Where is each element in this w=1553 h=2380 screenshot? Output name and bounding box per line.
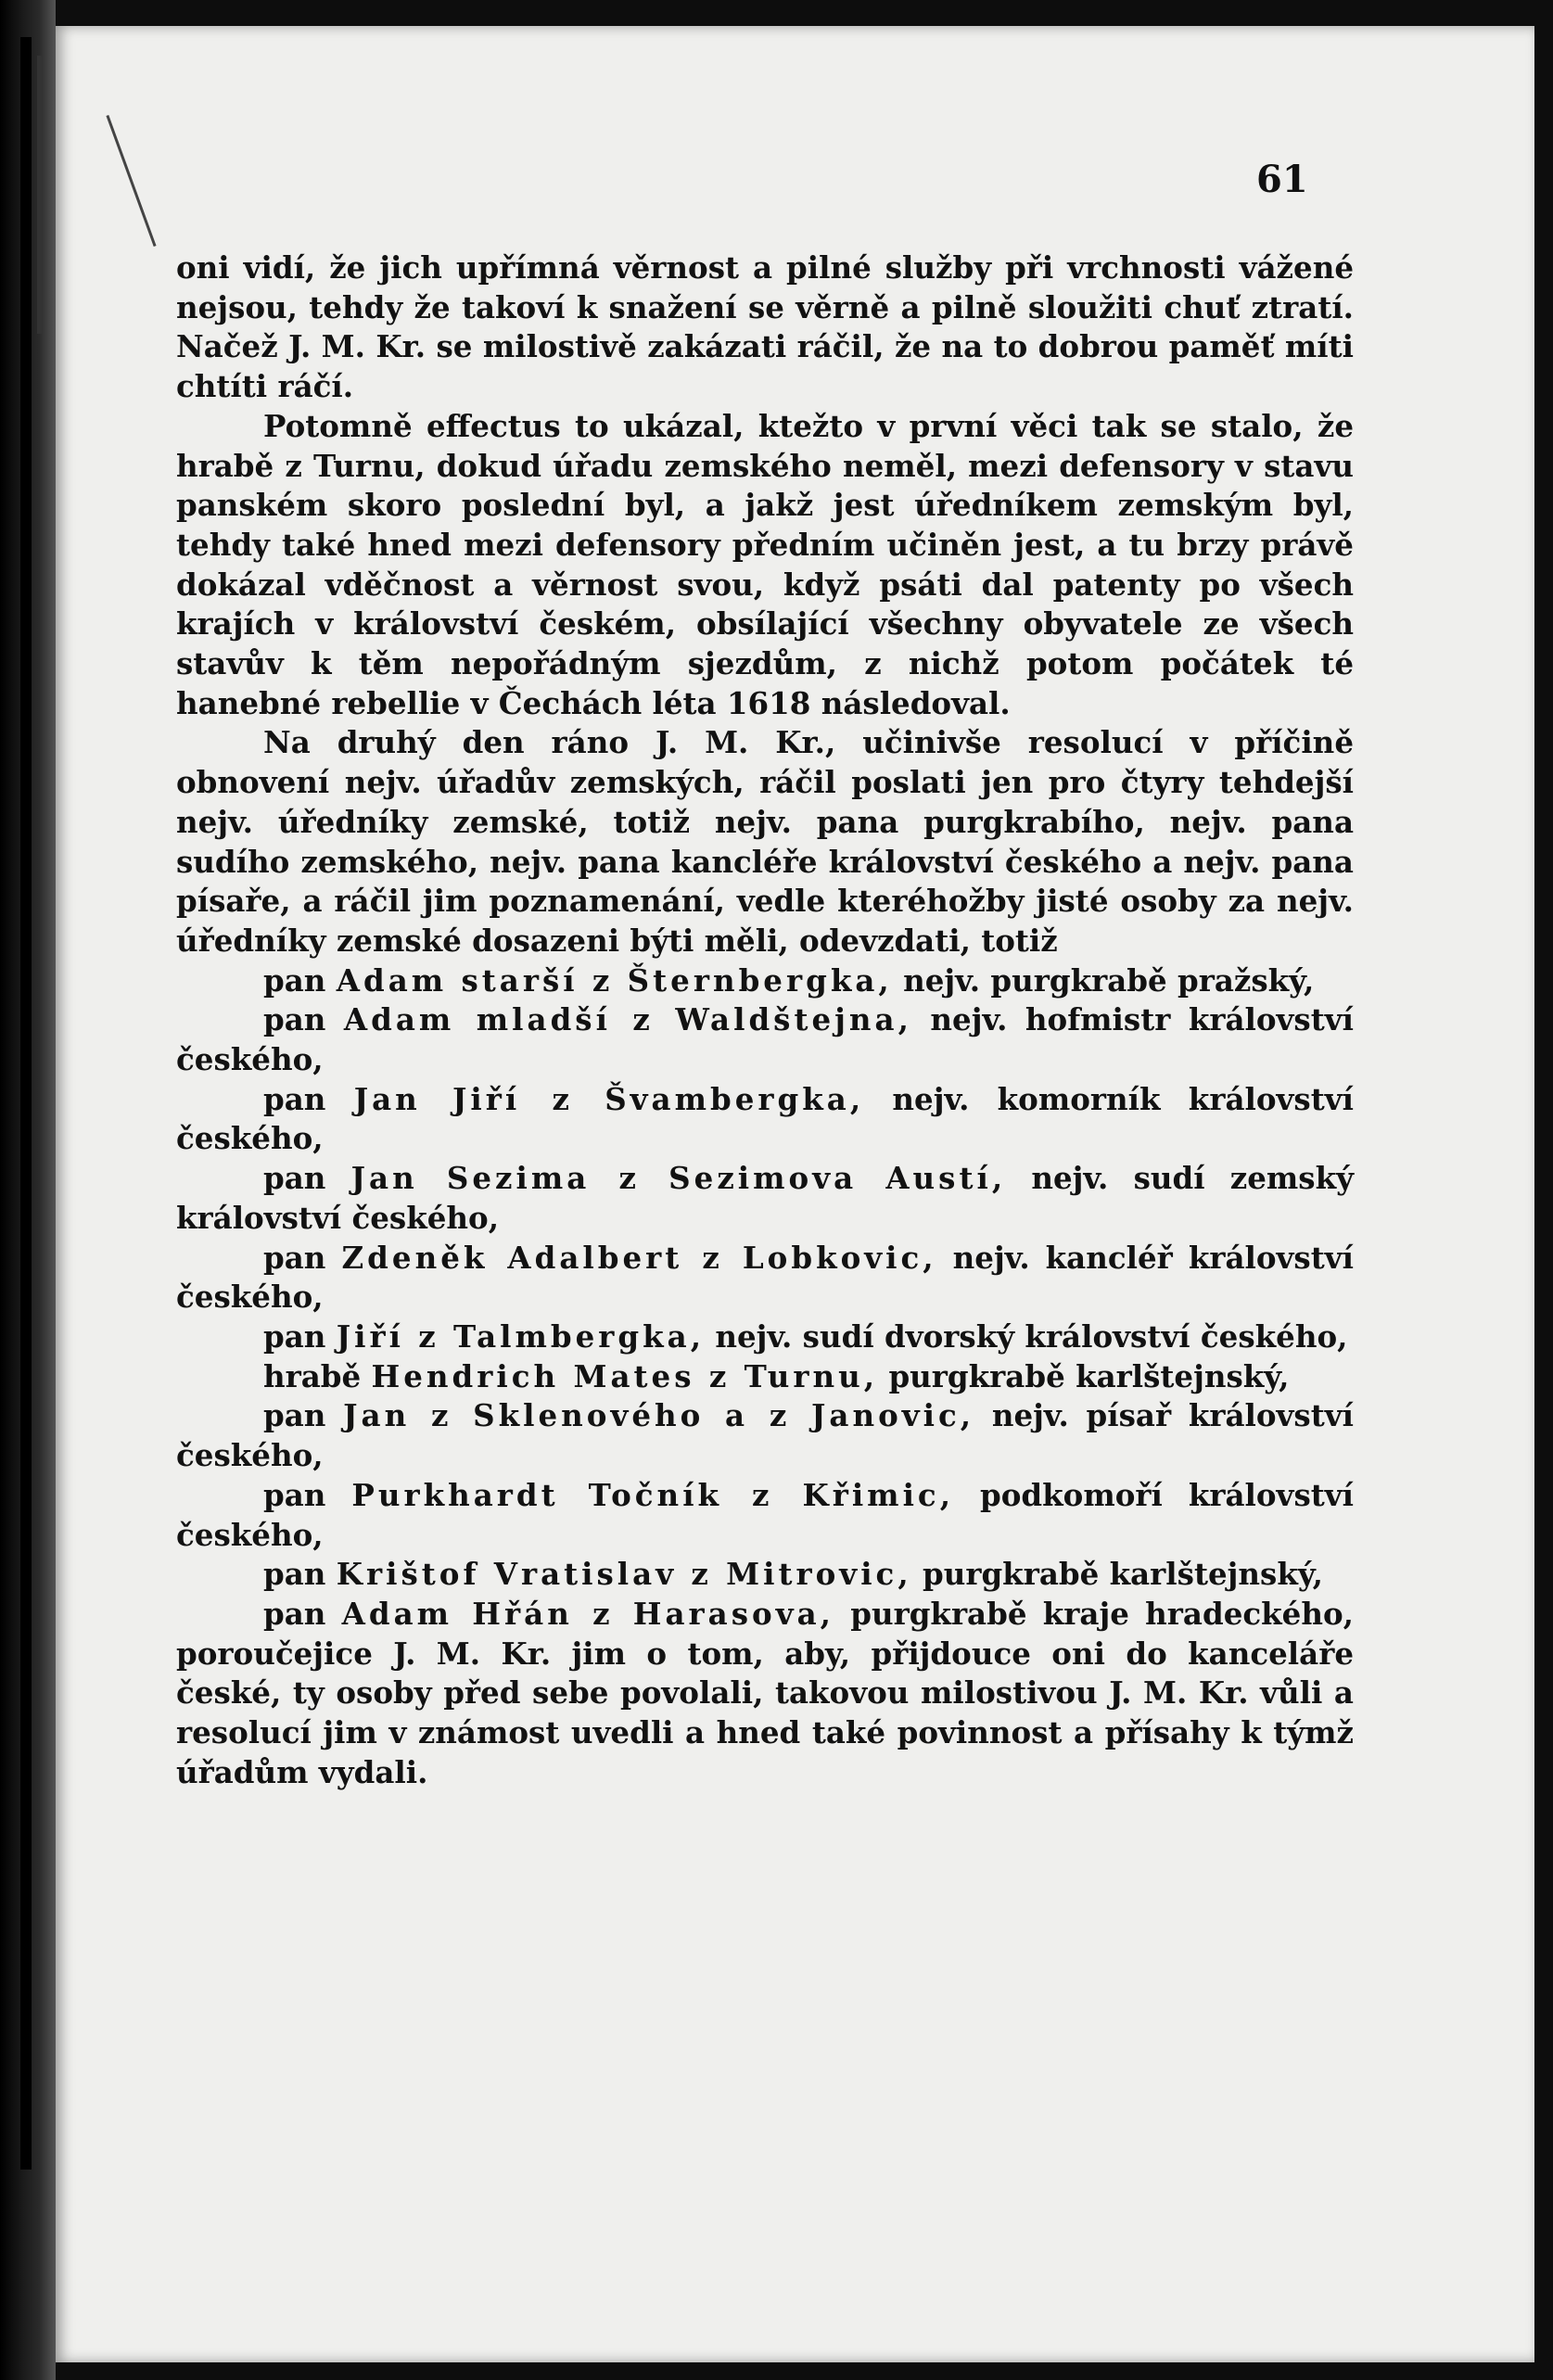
- list-item: [176, 1159, 1354, 1238]
- paragraph: Potomně effectus to ukázal, ktežto v první věci tak se stalo, že hrabě z Turnu, dokud úřadu zemského neměl, mezi defensory v stavu panském skoro poslední byl, a jakž jest úředníkem zemským byl, tehdy také hned mezi defensory předním učiněn jest, a tu brzy právě dokázal vděčnost a věrnost svou, když psáti dal patenty po všech krajích v království českém, obsílající všechny obyvatele ze všech stavův k těm nepořádným sjezdům, z nichž potom počátek té hanebné rebellie v Čechách léta 1618 následoval.: [176, 407, 1354, 721]
- office: nejv. kancléř království českého,: [176, 1239, 1354, 1316]
- list-item: [176, 1080, 1354, 1159]
- list-item: [176, 1000, 1354, 1079]
- person-name: Zdeněk Adalbert z Lobkovic,: [341, 1239, 937, 1276]
- paragraph: oni vidí, že jich upřímná věrnost a pilné služby při vrchnosti vážené nejsou, tehdy že takoví k snažení se věrně a pilně sloužiti chuť ztratí. Načež J. M. Kr. se milostivě zakázati ráčil, že na to dobrou paměť míti chtíti ráčí.: [176, 249, 1354, 405]
- title-prefix: pan: [263, 1595, 326, 1632]
- office: purgkrabě karlštejnský,: [922, 1556, 1323, 1593]
- paragraph: Na druhý den ráno J. M. Kr., učinivše resolucí v příčině obnovení nejv. úřadův zemských, ráčil poslati jen pro čtyry tehdejší nejv. úředníky zemské, totiž nejv. pana purgkrabího, nejv. pana sudího zemského, nejv. pana kancléře království českého a nejv. pana písaře, a ráčil jim poznamenání, vedle kteréhožby jisté osoby za nejv. úředníky zemské dosazeni býti měli, odevzdati, totiž: [176, 724, 1354, 959]
- binding-mark: [37, 56, 42, 334]
- person-name: Jan Sezima z Sezimova Austí,: [350, 1160, 1007, 1197]
- office: nejv. písař království českého,: [176, 1397, 1354, 1474]
- list-item: [176, 1239, 1354, 1317]
- office: purgkrabě kraje hradeckého, poroučejice J. M. Kr. jim o tom, aby, přijdouce oni do kanceláře české, ty osoby před sebe povolali, takovou milostivou J. M. Kr. vůli a resolucí jim v známost uvedli a hned také povinnost a přísahy k týmž úřadům vydali.: [176, 1595, 1354, 1790]
- list-item: [176, 1476, 1354, 1555]
- office: nejv. sudí zemský království českého,: [176, 1160, 1354, 1236]
- office: nejv. sudí dvorský království českého,: [715, 1317, 1348, 1355]
- list-item: [176, 1317, 1354, 1357]
- body-text: [176, 248, 1354, 1792]
- person-name: Jiří z Talmbergka,: [336, 1317, 706, 1355]
- office: purgkrabě karlštejnský,: [888, 1357, 1290, 1394]
- list-item: [176, 1595, 1354, 1793]
- list-item: [176, 1357, 1354, 1397]
- list-item: [176, 1555, 1354, 1595]
- person-name: Krištof Vratislav z Mitrovic,: [336, 1556, 912, 1593]
- title-prefix: pan: [263, 1239, 326, 1276]
- office: nejv. hofmistr království českého,: [176, 1001, 1354, 1078]
- person-name: Adam starší z Šternbergka,: [336, 961, 893, 999]
- binding-mark: [20, 37, 32, 2170]
- title-prefix: pan: [263, 1001, 326, 1038]
- page-number: 61: [1256, 158, 1308, 201]
- title-prefix: pan: [263, 1397, 326, 1434]
- person-name: Jan z Sklenového a z Janovic,: [343, 1397, 975, 1434]
- title-prefix: pan: [263, 1476, 326, 1513]
- office: nejv. purgkrabě pražský,: [903, 961, 1315, 999]
- list-item: [176, 961, 1354, 1001]
- appointments-list: [176, 961, 1354, 1793]
- list-item: [176, 1396, 1354, 1475]
- person-name: Adam Hřán z Harasova,: [341, 1595, 834, 1632]
- title-prefix: pan: [263, 1317, 326, 1355]
- person-name: Hendrich Mates z Turnu,: [371, 1357, 879, 1394]
- title-prefix: pan: [263, 961, 326, 999]
- title-prefix: hrabě: [263, 1357, 362, 1394]
- title-prefix: pan: [263, 1556, 326, 1593]
- office: podkomoří království českého,: [176, 1476, 1354, 1553]
- title-prefix: pan: [263, 1160, 326, 1197]
- office: nejv. komorník království českého,: [176, 1080, 1354, 1157]
- title-prefix: pan: [263, 1080, 326, 1117]
- person-name: Jan Jiří z Švambergka,: [353, 1080, 865, 1117]
- person-name: Purkhardt Točník z Křimic,: [351, 1476, 955, 1513]
- person-name: Adam mladší z Waldštejna,: [343, 1001, 912, 1038]
